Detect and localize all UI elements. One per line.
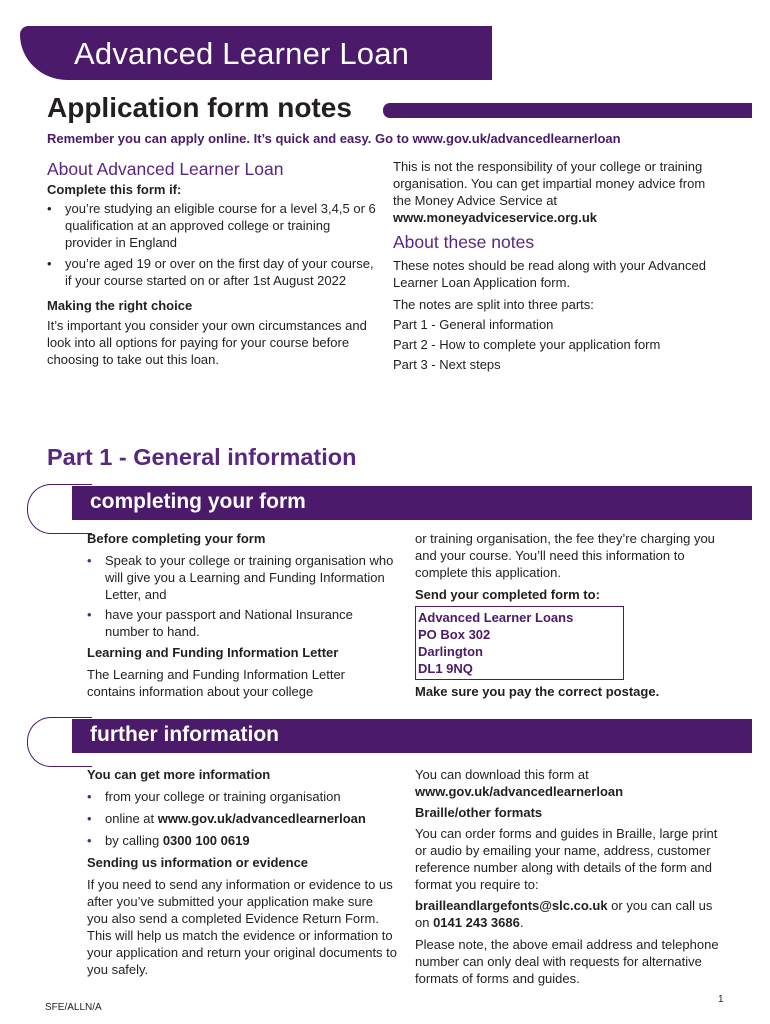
before-list	[87, 552, 397, 640]
page-number: 1	[718, 994, 724, 1005]
list-item: • have your passport and National Insurance number to hand.	[87, 607, 353, 639]
sending-heading: Sending us information or evidence	[87, 855, 309, 870]
list-item: • from your college or training organisation	[87, 789, 341, 804]
notes-part2: Part 2 - How to complete your application form	[393, 337, 661, 352]
more-info-list	[87, 788, 397, 849]
making-choice-text: It’s important you consider your own circumstances and look into all options for paying for your course before choosing to take out this loan.	[47, 318, 367, 367]
address-line: Advanced Learner Loans	[418, 610, 574, 625]
banner-title: Advanced Learner Loan	[74, 36, 410, 71]
note-text: Please note, the above email address and telephone number can only deal with requests for alternative formats of forms and guides.	[415, 937, 719, 986]
list-item: • Speak to your college or training organisation who will give you a Learning and Funding Information Letter, and	[87, 553, 394, 602]
notes-part1: Part 1 - General information	[393, 317, 554, 332]
phone-number[interactable]: 0300 100 0619	[162, 833, 250, 848]
braille-heading: Braille/other formats	[415, 805, 543, 820]
contact-line: brailleandlargefonts@slc.co.uk or you can call us on 0141 243 3686.	[415, 898, 713, 930]
email-link[interactable]: brailleandlargefonts@slc.co.uk	[415, 898, 608, 913]
download-link[interactable]: www.gov.uk/advancedlearnerloan	[415, 784, 624, 799]
braille-text: You can order forms and guides in Braille, large print or audio by emailing your name, address, customer reference number along with details of the form and format you require to:	[415, 826, 718, 892]
page-title: Application form notes	[47, 92, 352, 123]
intro-text: Remember you can apply online. It’s quick and easy. Go to www.gov.uk/advancedlearnerloan	[47, 131, 621, 146]
list-item: • by calling 0300 100 0619	[87, 833, 250, 848]
list-item: • you’re aged 19 or over on the first day of your course, if your course started on or after 1st August 2022	[47, 256, 374, 288]
postage-note: Make sure you pay the correct postage.	[415, 684, 660, 699]
lfil-continued: or training organisation, the fee they’re charging you and your course. You’ll need this information to complete this application.	[415, 531, 715, 580]
address-box	[415, 606, 624, 680]
title-rule	[383, 103, 752, 118]
further-bar	[27, 719, 752, 753]
responsibility-text: This is not the responsibility of your college or training organisation. You can get impartial money advice from the Money Advice Service at	[393, 159, 706, 208]
sending-text: If you need to send any information or evidence to us after you’ve submitted your application make sure you also send a completed Evidence Return Form. This will help us match the evidence or information to your application and return your original documents to you safely.	[87, 877, 398, 977]
about-heading: About Advanced Learner Loan	[47, 159, 284, 179]
notes-part3: Part 3 - Next steps	[393, 357, 501, 372]
notes-section	[393, 158, 713, 373]
part1-title: Part 1 - General information	[47, 444, 357, 470]
completing-title: completing your form	[90, 490, 306, 513]
notes-para2: The notes are split into three parts:	[393, 297, 594, 312]
more-info-heading: You can get more information	[87, 767, 271, 782]
address-line: PO Box 302	[418, 627, 491, 642]
completing-bar	[27, 486, 752, 520]
gov-link[interactable]: www.gov.uk/advancedlearnerloan	[157, 811, 366, 826]
address-line: DL1 9NQ	[418, 661, 473, 676]
before-heading: Before completing your form	[87, 531, 266, 546]
money-advice-link[interactable]: www.moneyadviceservice.org.uk	[393, 210, 597, 225]
list-item: • online at www.gov.uk/advancedlearnerloan	[87, 811, 366, 826]
further-right	[415, 766, 723, 987]
notes-para1: These notes should be read along with your Advanced Learner Loan Application form.	[393, 258, 706, 290]
making-choice-heading: Making the right choice	[47, 298, 193, 313]
completing-right	[415, 530, 725, 700]
list-item: • you’re studying an eligible course for a level 3,4,5 or 6 qualification at an approved college or training provider in England	[47, 201, 376, 250]
address-line: Darlington	[418, 644, 483, 659]
download-text: You can download this form at	[415, 767, 589, 782]
eligibility-list	[47, 200, 377, 289]
further-title: further information	[90, 723, 279, 746]
completing-left	[87, 530, 397, 700]
lfil-heading: Learning and Funding Information Letter	[87, 645, 339, 660]
footer-code: SFE/ALLN/A	[45, 1002, 102, 1013]
complete-if-heading: Complete this form if:	[47, 182, 182, 197]
braille-phone[interactable]: 0141 243 3686	[433, 915, 520, 930]
lfil-text: The Learning and Funding Information Letter contains information about your college	[87, 667, 346, 699]
send-heading: Send your completed form to:	[415, 587, 600, 602]
about-section	[47, 158, 377, 368]
further-left	[87, 766, 397, 978]
notes-heading: About these notes	[393, 232, 535, 252]
